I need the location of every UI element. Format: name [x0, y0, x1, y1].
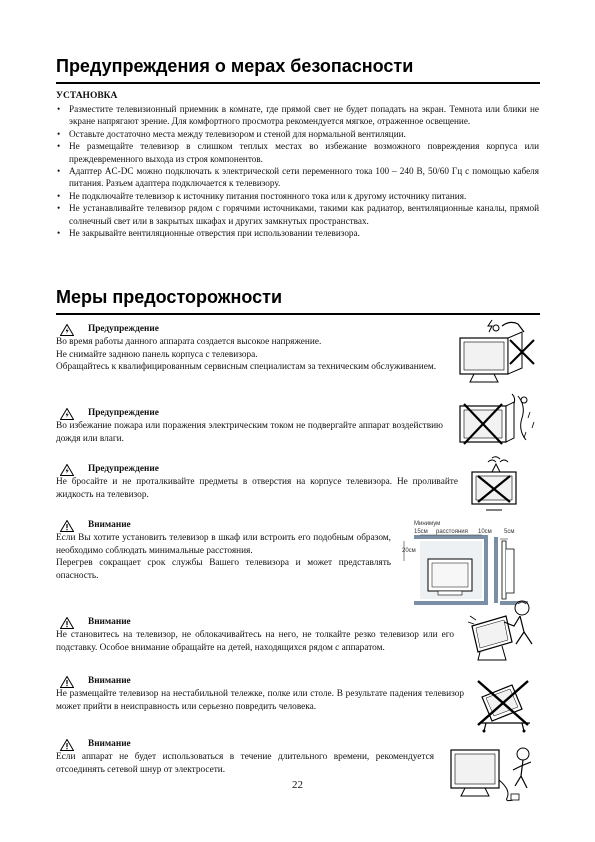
list-item: • Адаптер AC-DC можно подключать к электрической сети переменного тока 100 – 240 В, 50/60 Гц с помощью кабеля питания. Разъем адаптера подключается к телевизору.: [56, 165, 539, 190]
block-text: Не бросайте и не проталкивайте предметы в отверстия на корпусе телевизора. Не проливайте жидкость на телевизор.: [56, 477, 458, 500]
label-minimum: Минимум: [414, 521, 441, 527]
exclamation-warning-icon: [60, 617, 74, 629]
block-text: Если аппарат не будет использоваться в течение длительного времени, рекомендуется отсоединять сетевой шнур от электросети.: [56, 752, 434, 775]
block-heading: Предупреждение: [88, 408, 159, 419]
block-heading: Внимание: [88, 520, 131, 531]
unstable-cart-illustration: [472, 673, 538, 733]
precaution-block-2: [56, 407, 443, 445]
label-distance: расстояния: [436, 529, 468, 535]
block-heading: Внимание: [88, 739, 131, 750]
child-leaning-tv-illustration: [466, 594, 538, 664]
block-heading: Внимание: [88, 617, 131, 628]
label-10cm: 10см: [478, 529, 492, 535]
unplug-power-cord-illustration: [445, 740, 538, 804]
install-bullet-list: [56, 103, 539, 239]
exclamation-warning-icon: [60, 676, 74, 688]
tv-vase-illustration: [462, 456, 526, 512]
section-title-safety: Предупреждения о мерах безопасности: [56, 56, 414, 76]
precaution-block-5: [56, 616, 454, 654]
block-text: Если Вы хотите установить телевизор в шкаф или встроить его подобным образом, необходимо соблюдать минимальные расстояния. Перегрев сокращает срок службы Вашего телевизора и может представлять опасность.: [56, 533, 391, 581]
title-underline: [56, 313, 540, 315]
label-5cm: 5см: [504, 529, 515, 535]
block-text: Не размещайте телевизор на нестабильной тележке, полке или столе. В результате падения телевизор может прийти в неисправность или серьезно повредить человека.: [56, 689, 464, 712]
section-title-precautions: Меры предосторожности: [56, 287, 283, 307]
list-item: • Оставьте достаточно места между телевизором и стеной для нормальной вентиляции.: [56, 128, 539, 140]
list-item: • Не размещайте телевизор в слишком теплых местах во избежание возможного повреждения корпуса или преждевременного выхода из строя компонентов.: [56, 140, 539, 165]
tv-rain-illustration: [452, 392, 538, 456]
block-text: Во избежание пожара или поражения электрическим током не подвергайте аппарат воздействию дождя или влаги.: [56, 421, 443, 444]
list-item: • Не подключайте телевизор к источнику питания постоянного тока или к другому источнику питания.: [56, 190, 539, 202]
page-number: 22: [292, 779, 303, 791]
list-item: • Разместите телевизионный приемник в комнате, где прямой свет не будет попадать на экран. Темнота или блики не экране напрягают зрение. Для комфортного просмотра рекомендуется мягкое, отраженное освещение.: [56, 103, 539, 128]
tv-back-panel-illustration: [452, 318, 538, 388]
block-text: Во время работы данного аппарата создается высокое напряжение. Не снимайте заднюю панель корпуса с телевизора. Обращайтесь к квалифицированным сервисным специалистам за техническим обслуживанием.: [56, 337, 437, 373]
title-underline: [56, 82, 540, 84]
block-heading: Предупреждение: [88, 324, 159, 335]
install-heading: УСТАНОВКА: [56, 91, 118, 101]
block-text: Не становитесь на телевизор, не облокачивайтесь на него, не толкайте резко телевизор или его подставку. Особое внимание обращайте на детей, находящихся рядом с аппаратом.: [56, 630, 454, 653]
block-heading: Внимание: [88, 676, 131, 687]
list-item: • Не устанавливайте телевизор рядом с горячими источниками, такими как радиатор, вентиляционные каналы, прямой солнечный свет или в закрытых шкафах и других замкнутых пространствах.: [56, 202, 539, 227]
precaution-block-6: [56, 675, 464, 713]
label-15cm: 15см: [414, 529, 428, 535]
precaution-block-7: [56, 738, 434, 776]
precaution-block-4: [56, 519, 391, 582]
list-item: • Не закрывайте вентиляционные отверстия при использовании телевизора.: [56, 227, 539, 239]
lightning-warning-icon: [60, 408, 74, 420]
label-20cm: 20см: [402, 548, 416, 554]
lightning-warning-icon: [60, 464, 74, 476]
block-heading: Предупреждение: [88, 464, 159, 475]
lightning-warning-icon: [60, 324, 74, 336]
precaution-block-1: [56, 323, 446, 374]
exclamation-warning-icon: [60, 520, 74, 532]
precaution-block-3: [56, 463, 458, 501]
exclamation-warning-icon: [60, 739, 74, 751]
